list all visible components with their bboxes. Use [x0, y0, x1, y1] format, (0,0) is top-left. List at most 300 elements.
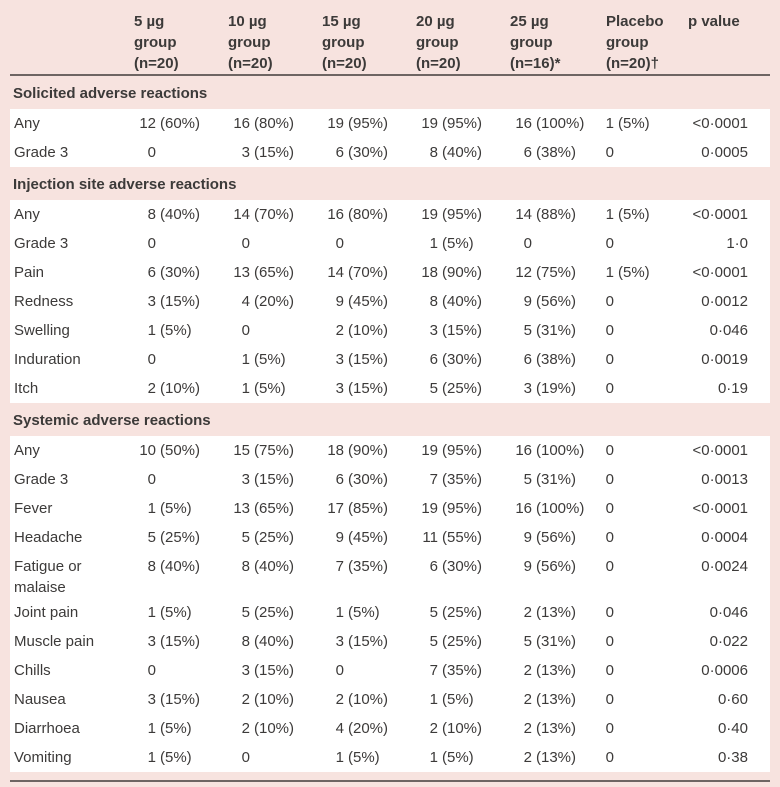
value-number: 1: [241, 351, 250, 368]
row-label: Vomiting: [14, 749, 72, 766]
value-cell: [602, 598, 686, 627]
value-number: 2: [523, 749, 532, 766]
value-cell: [226, 138, 320, 167]
value-number: 2: [523, 691, 532, 708]
value-percent: (56%): [536, 529, 577, 546]
row-label: Pain: [14, 264, 45, 281]
value-percent: (45%): [348, 529, 389, 546]
column-header-line: 15 µg: [322, 13, 361, 30]
value-percent: (30%): [160, 264, 201, 281]
value-percent: (5%): [348, 749, 380, 766]
value-percent: (5%): [160, 500, 192, 517]
value-number: 14: [515, 206, 532, 223]
p-value-cell: 0·0019: [701, 351, 748, 368]
value-number: 0: [147, 471, 156, 488]
value-percent: (40%): [442, 293, 483, 310]
value-cell: [602, 109, 686, 138]
table-row: [10, 345, 770, 374]
value-number: 7: [429, 471, 438, 488]
value-cell: [508, 200, 602, 229]
value-cell: [226, 345, 320, 374]
value-percent: (10%): [348, 691, 389, 708]
value-percent: (90%): [442, 264, 483, 281]
value-cell: [132, 200, 226, 229]
value-number: 0: [605, 442, 614, 459]
value-cell: [226, 494, 320, 523]
value-number: 0: [605, 380, 614, 397]
value-cell: [132, 138, 226, 167]
value-number: 1: [241, 380, 250, 397]
table-row: [10, 627, 770, 656]
value-cell: [226, 287, 320, 316]
column-header-line: 5 µg: [134, 13, 165, 30]
row-label: Joint pain: [14, 604, 79, 621]
value-cell: [132, 523, 226, 552]
value-cell: [226, 436, 320, 465]
value-number: 5: [429, 604, 438, 621]
value-percent: (100%): [536, 442, 585, 459]
value-number: 2: [523, 662, 532, 679]
value-percent: (25%): [442, 604, 483, 621]
row-label-column-header: [10, 11, 132, 74]
column-header-line: group: [510, 34, 553, 51]
value-cell: [320, 258, 414, 287]
value-percent: (75%): [254, 442, 295, 459]
column-header-pvalue: [686, 11, 770, 74]
value-number: 0: [605, 691, 614, 708]
value-number: 3: [335, 380, 344, 397]
column-header-line: 10 µg: [228, 13, 267, 30]
table-row: [10, 138, 770, 167]
value-number: 11: [422, 529, 438, 546]
value-cell: [320, 229, 414, 258]
value-number: 5: [429, 380, 438, 397]
value-number: 13: [233, 500, 250, 517]
column-header-line: (n=20): [322, 55, 367, 72]
value-cell: [132, 436, 226, 465]
value-percent: (30%): [442, 351, 483, 368]
value-number: 19: [327, 115, 344, 132]
column-header-5ug: [132, 11, 226, 74]
value-number: 3: [147, 633, 156, 650]
value-number: 5: [429, 633, 438, 650]
value-percent: (5%): [442, 749, 474, 766]
p-value-cell: 0·046: [709, 604, 748, 621]
value-cell: [132, 656, 226, 685]
value-cell: [602, 229, 686, 258]
value-percent: (20%): [254, 293, 295, 310]
value-number: 5: [241, 604, 250, 621]
section-title: Injection site adverse reactions: [13, 176, 237, 193]
value-percent: (10%): [254, 691, 295, 708]
value-cell: [320, 523, 414, 552]
value-cell: [508, 316, 602, 345]
value-percent: (25%): [442, 633, 483, 650]
value-cell: [508, 656, 602, 685]
value-percent: (15%): [348, 380, 389, 397]
bottom-spacer: [0, 772, 780, 780]
value-percent: (15%): [160, 293, 201, 310]
value-cell: [414, 316, 508, 345]
value-number: 0: [523, 235, 532, 252]
column-header-line: group: [134, 34, 177, 51]
column-header-line: group: [322, 34, 365, 51]
value-number: 0: [605, 529, 614, 546]
value-number: 0: [335, 235, 344, 252]
value-number: 0: [605, 144, 614, 161]
value-number: 5: [523, 633, 532, 650]
value-percent: (100%): [536, 500, 585, 517]
table-row: [10, 714, 770, 743]
value-cell: [226, 627, 320, 656]
row-label: Grade 3: [14, 471, 69, 488]
value-cell: [226, 316, 320, 345]
row-label: Swelling: [14, 322, 70, 339]
value-percent: (10%): [348, 322, 389, 339]
row-label: Any: [14, 442, 40, 459]
value-cell: [602, 656, 686, 685]
value-percent: (5%): [618, 264, 650, 281]
value-percent: (13%): [536, 720, 577, 737]
bottom-rule: [10, 780, 770, 782]
value-cell: [226, 465, 320, 494]
column-header-line: (n=20): [228, 55, 273, 72]
value-cell: [226, 598, 320, 627]
table-row: [10, 685, 770, 714]
value-number: 1: [147, 322, 156, 339]
table-row: [10, 465, 770, 494]
value-percent: (65%): [254, 264, 295, 281]
value-cell: [602, 287, 686, 316]
value-percent: (15%): [348, 633, 389, 650]
value-cell: [226, 229, 320, 258]
value-cell: [226, 374, 320, 403]
table-row: [10, 494, 770, 523]
value-percent: (40%): [442, 144, 483, 161]
value-number: 0: [241, 235, 250, 252]
value-cell: [320, 494, 414, 523]
value-percent: (30%): [348, 144, 389, 161]
value-number: 19: [421, 115, 438, 132]
value-cell: [508, 436, 602, 465]
p-value-cell: <0·0001: [692, 500, 748, 517]
column-header-line: (n=20): [134, 55, 179, 72]
value-cell: [132, 465, 226, 494]
value-percent: (95%): [348, 115, 389, 132]
value-percent: (35%): [442, 471, 483, 488]
value-number: 2: [147, 380, 156, 397]
value-number: 2: [241, 691, 250, 708]
value-percent: (5%): [254, 351, 286, 368]
value-percent: (95%): [442, 442, 483, 459]
row-label: Any: [14, 206, 40, 223]
table-header-row: [0, 0, 780, 74]
p-value-cell: 0·0006: [701, 662, 748, 679]
value-number: 0: [605, 351, 614, 368]
value-number: 7: [429, 662, 438, 679]
value-cell: [602, 627, 686, 656]
value-number: 9: [523, 558, 532, 575]
column-header-placebo: [602, 11, 686, 74]
row-label: Muscle pain: [14, 633, 95, 650]
value-percent: (15%): [348, 351, 389, 368]
value-number: 6: [523, 351, 532, 368]
section-header: [0, 167, 780, 200]
value-number: 4: [335, 720, 344, 737]
section-header: [0, 403, 780, 436]
value-cell: [226, 200, 320, 229]
value-number: 1: [147, 604, 156, 621]
table-row: [10, 109, 770, 138]
value-cell: [414, 258, 508, 287]
column-header-line: group: [228, 34, 271, 51]
row-label: Diarrhoea: [14, 720, 80, 737]
value-percent: (5%): [160, 720, 192, 737]
value-number: 3: [147, 293, 156, 310]
table-row: [10, 258, 770, 287]
value-percent: (75%): [536, 264, 577, 281]
value-number: 15: [233, 442, 250, 459]
value-number: 8: [429, 293, 438, 310]
value-percent: (10%): [254, 720, 295, 737]
value-number: 9: [335, 529, 344, 546]
value-percent: (5%): [160, 749, 192, 766]
value-cell: [508, 374, 602, 403]
row-label: Grade 3: [14, 235, 69, 252]
value-number: 1: [147, 749, 156, 766]
value-percent: (35%): [348, 558, 389, 575]
value-percent: (38%): [536, 144, 577, 161]
value-number: 1: [429, 691, 438, 708]
value-number: 6: [523, 144, 532, 161]
value-percent: (5%): [160, 604, 192, 621]
value-percent: (15%): [254, 144, 295, 161]
value-number: 1: [147, 720, 156, 737]
value-cell: [508, 523, 602, 552]
value-number: 0: [147, 235, 156, 252]
p-value-cell: 0·022: [709, 633, 748, 650]
value-cell: [602, 316, 686, 345]
value-number: 1: [335, 604, 344, 621]
value-percent: (20%): [348, 720, 389, 737]
value-percent: (10%): [160, 380, 201, 397]
column-header-line: (n=16)*: [510, 55, 561, 72]
value-number: 0: [605, 235, 614, 252]
value-number: 9: [523, 293, 532, 310]
table-row: [10, 316, 770, 345]
value-cell: [414, 494, 508, 523]
p-value-cell: 0·40: [717, 720, 748, 737]
value-cell: [414, 743, 508, 772]
value-percent: (10%): [442, 720, 483, 737]
value-cell: [508, 109, 602, 138]
value-cell: [226, 685, 320, 714]
column-header-line: Placebo: [606, 13, 664, 30]
value-cell: [602, 436, 686, 465]
value-number: 14: [233, 206, 250, 223]
value-percent: (55%): [442, 529, 483, 546]
value-percent: (25%): [254, 529, 295, 546]
value-number: 8: [147, 558, 156, 575]
value-cell: [414, 685, 508, 714]
value-number: 2: [335, 322, 344, 339]
value-number: 0: [335, 662, 344, 679]
row-label: Nausea: [14, 691, 66, 708]
section-rows: [10, 436, 770, 772]
table-row: [10, 436, 770, 465]
value-percent: (15%): [254, 662, 295, 679]
value-percent: (25%): [160, 529, 201, 546]
value-cell: [602, 138, 686, 167]
value-number: 9: [523, 529, 532, 546]
value-percent: (95%): [442, 206, 483, 223]
section-header: [0, 76, 780, 109]
value-percent: (60%): [160, 115, 201, 132]
value-number: 10: [139, 442, 156, 459]
value-percent: (56%): [536, 293, 577, 310]
p-value-cell: 0·60: [717, 691, 748, 708]
value-number: 0: [241, 322, 250, 339]
value-number: 0: [605, 604, 614, 621]
value-cell: [226, 552, 320, 598]
value-cell: [226, 109, 320, 138]
value-percent: (40%): [254, 558, 295, 575]
section-title: Systemic adverse reactions: [13, 412, 211, 429]
value-number: 8: [241, 558, 250, 575]
value-cell: [508, 345, 602, 374]
value-number: 2: [241, 720, 250, 737]
column-header-line: p value: [688, 13, 740, 30]
p-value-cell: 0·0004: [701, 529, 748, 546]
value-cell: [132, 258, 226, 287]
value-cell: [132, 374, 226, 403]
column-header-line: group: [416, 34, 459, 51]
value-percent: (31%): [536, 322, 577, 339]
value-percent: (95%): [442, 115, 483, 132]
value-number: 1: [429, 749, 438, 766]
value-cell: [320, 436, 414, 465]
p-value-cell: <0·0001: [692, 442, 748, 459]
row-label: Redness: [14, 293, 74, 310]
row-label: Fever: [14, 500, 53, 517]
value-cell: [320, 374, 414, 403]
value-percent: (5%): [160, 322, 192, 339]
column-header-line: group: [606, 34, 649, 51]
table-row: [10, 200, 770, 229]
table-body: [0, 76, 780, 772]
value-cell: [508, 598, 602, 627]
value-number: 12: [139, 115, 156, 132]
value-number: 8: [429, 144, 438, 161]
value-number: 12: [515, 264, 532, 281]
value-number: 0: [605, 662, 614, 679]
value-cell: [320, 345, 414, 374]
value-cell: [602, 523, 686, 552]
value-cell: [226, 743, 320, 772]
value-percent: (5%): [618, 115, 650, 132]
value-percent: (25%): [442, 380, 483, 397]
value-number: 18: [327, 442, 344, 459]
value-cell: [508, 138, 602, 167]
value-cell: [508, 465, 602, 494]
value-cell: [320, 552, 414, 598]
value-percent: (15%): [254, 471, 295, 488]
value-percent: (5%): [348, 604, 380, 621]
p-value-cell: <0·0001: [692, 206, 748, 223]
value-cell: [320, 743, 414, 772]
value-cell: [132, 598, 226, 627]
value-number: 3: [429, 322, 438, 339]
value-number: 16: [515, 500, 532, 517]
value-number: 0: [605, 720, 614, 737]
value-cell: [132, 345, 226, 374]
table-row: [10, 598, 770, 627]
value-cell: [414, 552, 508, 598]
value-cell: [414, 345, 508, 374]
value-number: 3: [241, 662, 250, 679]
value-percent: (80%): [254, 115, 295, 132]
column-header-line: 20 µg: [416, 13, 455, 30]
value-number: 3: [335, 351, 344, 368]
value-percent: (15%): [160, 691, 201, 708]
value-number: 8: [241, 633, 250, 650]
value-number: 16: [515, 115, 532, 132]
value-number: 0: [605, 322, 614, 339]
value-cell: [226, 523, 320, 552]
value-cell: [414, 627, 508, 656]
value-number: 0: [605, 293, 614, 310]
table-row: [10, 656, 770, 685]
value-number: 0: [605, 749, 614, 766]
column-header-20ug: [414, 11, 508, 74]
value-number: 13: [233, 264, 250, 281]
value-number: 6: [335, 144, 344, 161]
value-cell: [320, 627, 414, 656]
value-cell: [508, 494, 602, 523]
value-cell: [320, 200, 414, 229]
p-value-cell: <0·0001: [692, 264, 748, 281]
value-number: 2: [429, 720, 438, 737]
value-number: 0: [605, 500, 614, 517]
value-cell: [414, 287, 508, 316]
value-cell: [132, 494, 226, 523]
value-number: 1: [605, 115, 614, 132]
value-cell: [320, 109, 414, 138]
value-cell: [508, 714, 602, 743]
value-cell: [508, 685, 602, 714]
value-percent: (45%): [348, 293, 389, 310]
value-cell: [132, 685, 226, 714]
value-cell: [414, 374, 508, 403]
value-number: 6: [335, 471, 344, 488]
table-row: [10, 229, 770, 258]
value-percent: (40%): [160, 558, 201, 575]
value-percent: (40%): [254, 633, 295, 650]
value-cell: [414, 656, 508, 685]
value-number: 2: [335, 691, 344, 708]
value-cell: [320, 316, 414, 345]
row-label: Headache: [14, 529, 83, 546]
value-number: 5: [523, 471, 532, 488]
value-number: 5: [523, 322, 532, 339]
value-number: 4: [241, 293, 250, 310]
value-cell: [602, 714, 686, 743]
value-number: 0: [605, 558, 614, 575]
value-percent: (19%): [536, 380, 577, 397]
value-percent: (25%): [254, 604, 295, 621]
value-cell: [508, 287, 602, 316]
column-header-15ug: [320, 11, 414, 74]
